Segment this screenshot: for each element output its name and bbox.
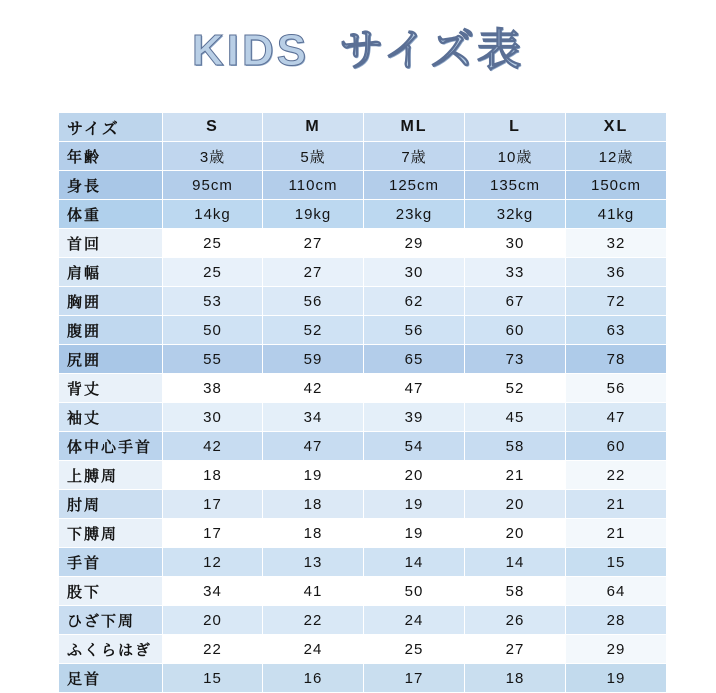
cell: 19 xyxy=(364,490,465,519)
cell: 47 xyxy=(263,432,364,461)
cell: 25 xyxy=(163,229,263,258)
cell: 30 xyxy=(163,403,263,432)
cell: 58 xyxy=(465,432,566,461)
row-label: 体重 xyxy=(59,200,163,229)
cell: 19kg xyxy=(263,200,364,229)
table-row xyxy=(59,606,667,635)
row-label: 袖丈 xyxy=(59,403,163,432)
cell: 27 xyxy=(263,229,364,258)
cell: 29 xyxy=(364,229,465,258)
cell: 53 xyxy=(163,287,263,316)
cell: 21 xyxy=(566,490,667,519)
cell: 62 xyxy=(364,287,465,316)
cell: 25 xyxy=(364,635,465,664)
cell: 24 xyxy=(263,635,364,664)
table-row xyxy=(59,548,667,577)
cell: 60 xyxy=(566,432,667,461)
cell: 29 xyxy=(566,635,667,664)
cell: 32 xyxy=(566,229,667,258)
cell: 47 xyxy=(566,403,667,432)
row-label: 背丈 xyxy=(59,374,163,403)
row-label: 首回 xyxy=(59,229,163,258)
cell: 10歳 xyxy=(465,142,566,171)
column-header-xl: XL xyxy=(566,113,667,142)
cell: 19 xyxy=(566,664,667,693)
cell: 63 xyxy=(566,316,667,345)
cell: 22 xyxy=(163,635,263,664)
cell: 14kg xyxy=(163,200,263,229)
cell: 18 xyxy=(263,519,364,548)
table-header-row xyxy=(59,113,667,142)
row-label: 胸囲 xyxy=(59,287,163,316)
cell: 16 xyxy=(263,664,364,693)
cell: 7歳 xyxy=(364,142,465,171)
cell: 13 xyxy=(263,548,364,577)
cell: 3歳 xyxy=(163,142,263,171)
cell: 27 xyxy=(465,635,566,664)
column-header-s: S xyxy=(163,113,263,142)
table-row xyxy=(59,258,667,287)
row-label: 尻囲 xyxy=(59,345,163,374)
cell: 39 xyxy=(364,403,465,432)
cell: 125cm xyxy=(364,171,465,200)
cell: 14 xyxy=(465,548,566,577)
row-label: 肩幅 xyxy=(59,258,163,287)
cell: 20 xyxy=(364,461,465,490)
cell: 36 xyxy=(566,258,667,287)
cell: 64 xyxy=(566,577,667,606)
table-row xyxy=(59,316,667,345)
cell: 20 xyxy=(465,519,566,548)
cell: 42 xyxy=(163,432,263,461)
cell: 26 xyxy=(465,606,566,635)
cell: 19 xyxy=(263,461,364,490)
cell: 5歳 xyxy=(263,142,364,171)
column-header-ml: ML xyxy=(364,113,465,142)
cell: 54 xyxy=(364,432,465,461)
cell: 20 xyxy=(163,606,263,635)
cell: 22 xyxy=(263,606,364,635)
table-row xyxy=(59,200,667,229)
cell: 28 xyxy=(566,606,667,635)
table-row xyxy=(59,345,667,374)
cell: 12 xyxy=(163,548,263,577)
row-label: ふくらはぎ xyxy=(59,635,163,664)
cell: 17 xyxy=(364,664,465,693)
table-row xyxy=(59,403,667,432)
cell: 56 xyxy=(566,374,667,403)
size-table xyxy=(58,112,667,693)
cell: 18 xyxy=(163,461,263,490)
size-table-body xyxy=(59,113,667,693)
cell: 65 xyxy=(364,345,465,374)
row-label: 体中心手首 xyxy=(59,432,163,461)
cell: 14 xyxy=(364,548,465,577)
cell: 56 xyxy=(364,316,465,345)
cell: 27 xyxy=(263,258,364,287)
cell: 19 xyxy=(364,519,465,548)
row-label: 股下 xyxy=(59,577,163,606)
cell: 50 xyxy=(163,316,263,345)
table-row xyxy=(59,142,667,171)
cell: 41kg xyxy=(566,200,667,229)
cell: 12歳 xyxy=(566,142,667,171)
table-row xyxy=(59,432,667,461)
row-label: 足首 xyxy=(59,664,163,693)
size-table-container xyxy=(58,112,666,693)
cell: 18 xyxy=(465,664,566,693)
table-row xyxy=(59,490,667,519)
cell: 34 xyxy=(263,403,364,432)
table-row xyxy=(59,374,667,403)
table-row xyxy=(59,171,667,200)
row-label: 上膊周 xyxy=(59,461,163,490)
column-header-l: L xyxy=(465,113,566,142)
cell: 22 xyxy=(566,461,667,490)
cell: 32kg xyxy=(465,200,566,229)
table-row xyxy=(59,229,667,258)
cell: 42 xyxy=(263,374,364,403)
cell: 78 xyxy=(566,345,667,374)
cell: 67 xyxy=(465,287,566,316)
cell: 47 xyxy=(364,374,465,403)
row-label: 下膊周 xyxy=(59,519,163,548)
cell: 23kg xyxy=(364,200,465,229)
row-label: 肘周 xyxy=(59,490,163,519)
cell: 24 xyxy=(364,606,465,635)
cell: 95cm xyxy=(163,171,263,200)
table-row xyxy=(59,519,667,548)
cell: 21 xyxy=(566,519,667,548)
cell: 25 xyxy=(163,258,263,287)
table-row xyxy=(59,577,667,606)
cell: 60 xyxy=(465,316,566,345)
row-label: 年齢 xyxy=(59,142,163,171)
cell: 30 xyxy=(364,258,465,287)
table-row xyxy=(59,664,667,693)
cell: 30 xyxy=(465,229,566,258)
cell: 33 xyxy=(465,258,566,287)
cell: 59 xyxy=(263,345,364,374)
cell: 45 xyxy=(465,403,566,432)
cell: 58 xyxy=(465,577,566,606)
cell: 110cm xyxy=(263,171,364,200)
cell: 55 xyxy=(163,345,263,374)
cell: 73 xyxy=(465,345,566,374)
cell: 72 xyxy=(566,287,667,316)
cell: 18 xyxy=(263,490,364,519)
column-header-size: サイズ xyxy=(59,113,163,142)
cell: 38 xyxy=(163,374,263,403)
row-label: 腹囲 xyxy=(59,316,163,345)
row-label: 手首 xyxy=(59,548,163,577)
cell: 15 xyxy=(566,548,667,577)
table-row xyxy=(59,461,667,490)
cell: 56 xyxy=(263,287,364,316)
page-title: KIDS サイズ表 xyxy=(191,26,525,75)
cell: 15 xyxy=(163,664,263,693)
cell: 17 xyxy=(163,519,263,548)
cell: 21 xyxy=(465,461,566,490)
cell: 41 xyxy=(263,577,364,606)
cell: 50 xyxy=(364,577,465,606)
cell: 52 xyxy=(465,374,566,403)
cell: 150cm xyxy=(566,171,667,200)
cell: 135cm xyxy=(465,171,566,200)
table-row xyxy=(59,287,667,316)
row-label: 身長 xyxy=(59,171,163,200)
column-header-m: M xyxy=(263,113,364,142)
cell: 17 xyxy=(163,490,263,519)
cell: 52 xyxy=(263,316,364,345)
cell: 34 xyxy=(163,577,263,606)
table-row xyxy=(59,635,667,664)
cell: 20 xyxy=(465,490,566,519)
row-label: ひざ下周 xyxy=(59,606,163,635)
